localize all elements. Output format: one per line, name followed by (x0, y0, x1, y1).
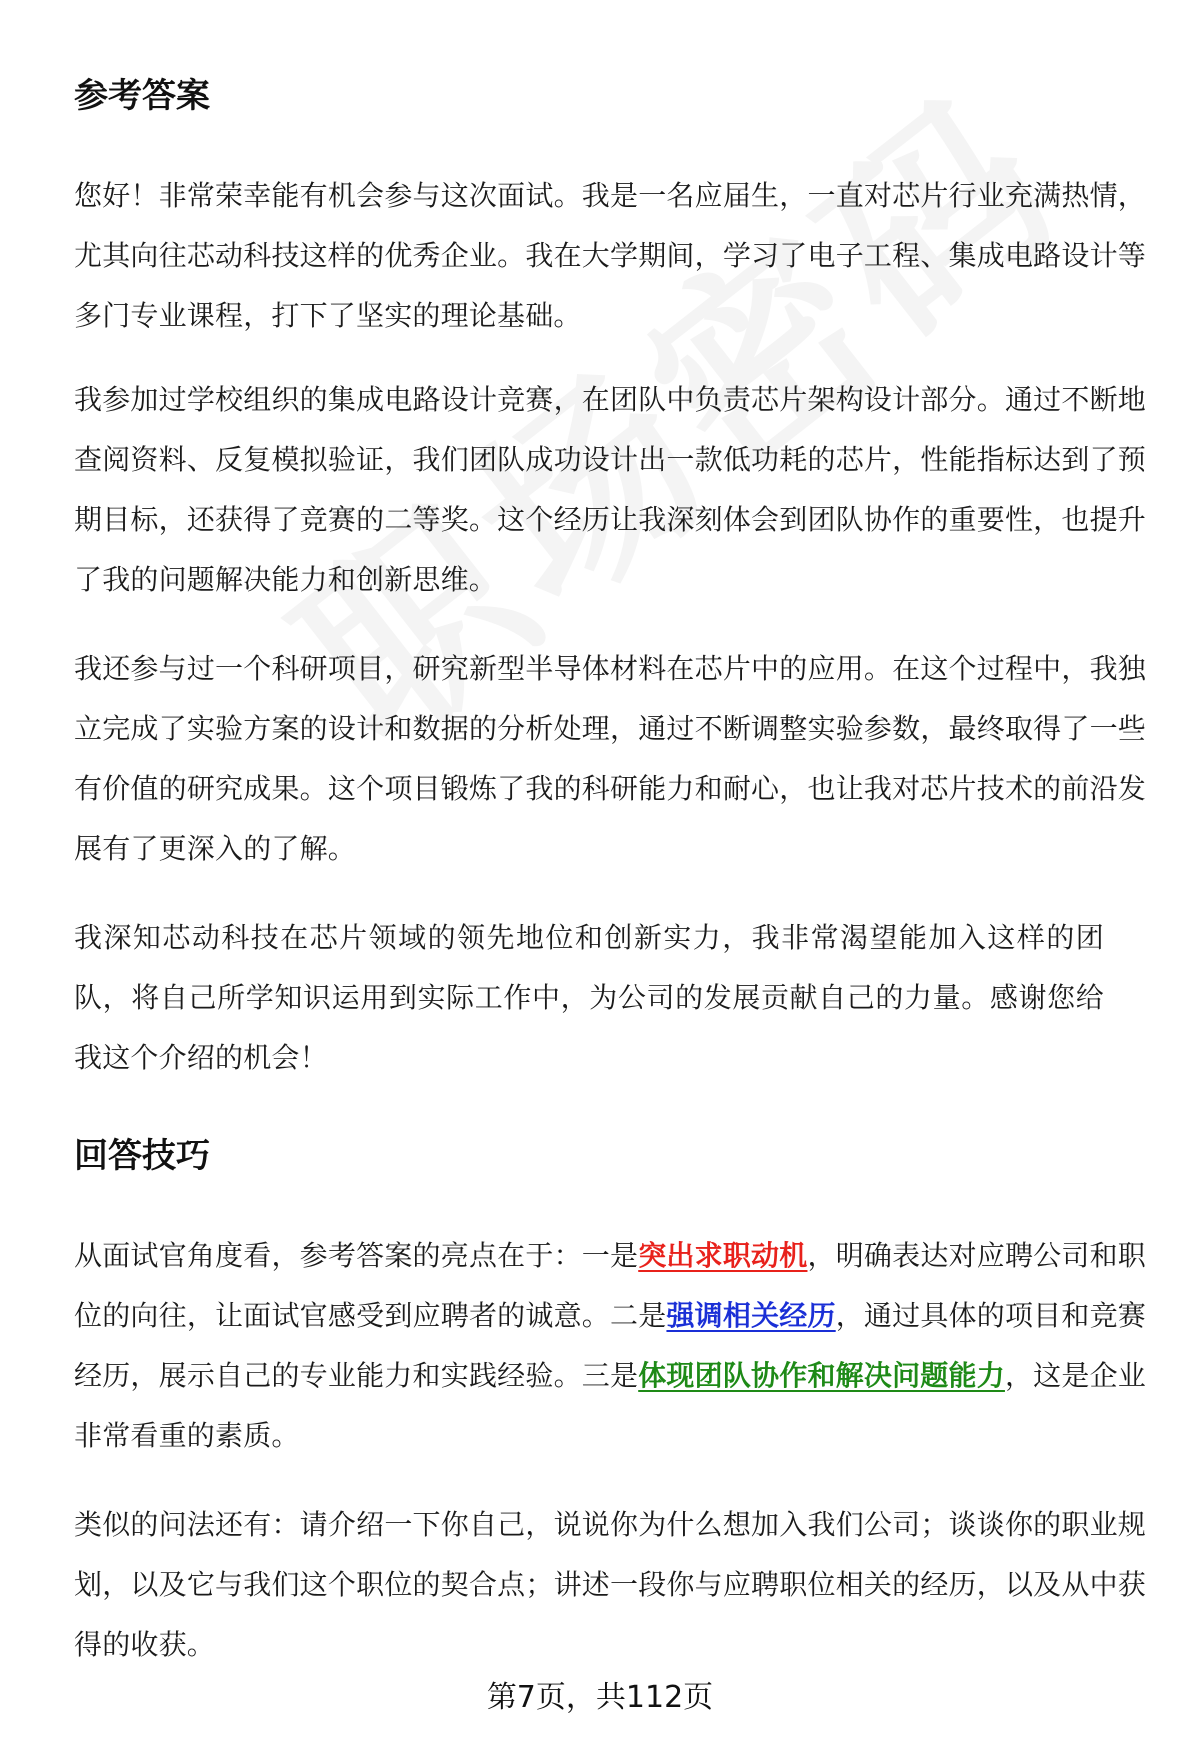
tips-paragraph-2: 类似的问法还有：请介绍一下你自己，说说你为什么想加入我们公司；谈谈你的职业规划，以及它与我们这个职位的契合点；讲述一段你与应聘职位相关的经历，以及从中获得的收获。 (74, 1508, 1146, 1661)
section-title-answer-tips: 回答技巧 (74, 1136, 210, 1176)
tips-text-3: ，通过具体的项目和竞赛经历，展示自己的专业能力和实践经验。三是 (74, 1299, 1147, 1392)
highlight-teamwork: 体现团队协作和解决问题能力 (638, 1359, 1005, 1392)
highlight-experience: 强调相关经历 (666, 1299, 836, 1332)
section-title-reference-answer: 参考答案 (74, 76, 210, 116)
tips-paragraph-1 (74, 1226, 1146, 1466)
answer-paragraph-4: 我深知芯动科技在芯片领域的领先地位和创新实力，我非常渴望能加入这样的团队，将自己所学知识运用到实际工作中，为公司的发展贡献自己的力量。感谢您给我这个介绍的机会！ (74, 921, 1104, 1074)
page-number-footer: 第7页，共112页 (486, 1680, 714, 1715)
answer-paragraph-1: 您好！非常荣幸能有机会参与这次面试。我是一名应届生，一直对芯片行业充满热情，尤其向往芯动科技这样的优秀企业。我在大学期间，学习了电子工程、集成电路设计等多门专业课程，打下了坚实的理论基础。 (74, 179, 1146, 332)
tips-text-4: ，这是企业非常看重的素质。 (74, 1359, 1146, 1452)
answer-paragraph-3: 我还参与过一个科研项目，研究新型半导体材料在芯片中的应用。在这个过程中，我独立完成了实验方案的设计和数据的分析处理，通过不断调整实验参数，最终取得了一些有价值的研究成果。这个项目锻炼了我的科研能力和耐心，也让我对芯片技术的前沿发展有了更深入的了解。 (74, 652, 1146, 865)
tips-text-2: ，明确表达对应聘公司和职位的向往，让面试官感受到应聘者的诚意。二是 (74, 1239, 1146, 1332)
highlight-motivation: 突出求职动机 (638, 1239, 808, 1272)
answer-paragraph-2: 我参加过学校组织的集成电路设计竞赛，在团队中负责芯片架构设计部分。通过不断地查阅资料、反复模拟验证，我们团队成功设计出一款低功耗的芯片，性能指标达到了预期目标，还获得了竞赛的二等奖。这个经历让我深刻体会到团队协作的重要性，也提升了我的问题解决能力和创新思维。 (74, 383, 1146, 596)
tips-text-1: 从面试官角度看，参考答案的亮点在于：一是 (74, 1239, 639, 1272)
